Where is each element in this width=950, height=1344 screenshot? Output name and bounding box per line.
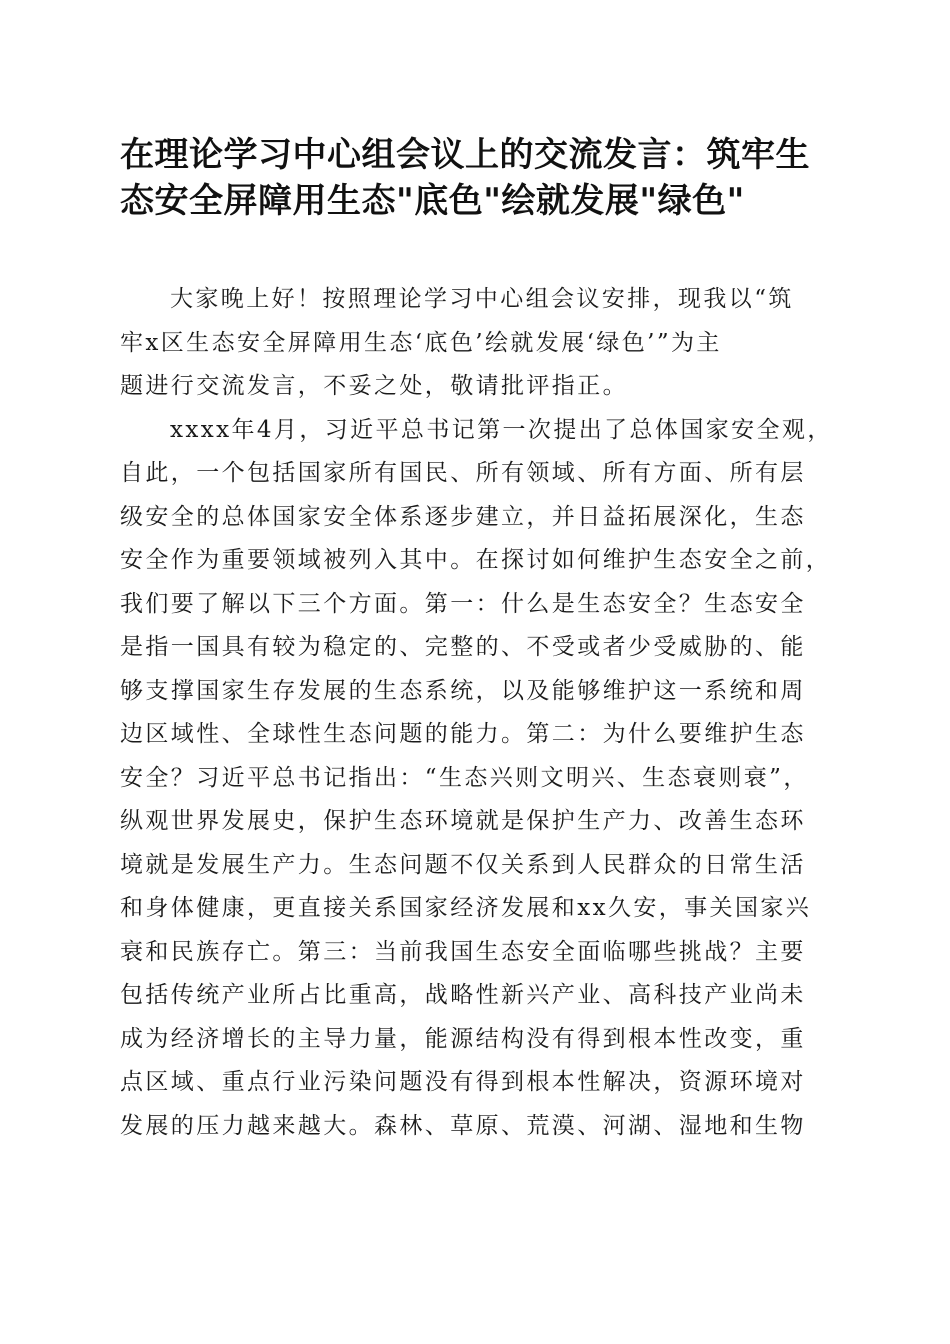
text-line: 境就是发展生产力。生态问题不仅关系到人民群众的日常生活 <box>120 851 806 878</box>
text-line: 边区域性、全球性生态问题的能力。第二：为什么要维护生态 <box>120 721 806 747</box>
text-line: 发展的压力越来越大。森林、草原、荒漠、河湖、湿地和生物 <box>120 1112 806 1139</box>
text-line: 纵观世界发展史，保护生态环境就是保护生产力、改善生态环 <box>120 808 806 834</box>
text-line: 衰和民族存亡。第三：当前我国生态安全面临哪些挑战？主要 <box>120 938 806 965</box>
text-line: 够支撑国家生存发展的生态系统，以及能够维护这一系统和周 <box>120 677 806 704</box>
text-line: 牢x区生态安全屏障用生态‘底色’绘就发展‘绿色’”为主 <box>120 329 722 356</box>
text-line: 级安全的总体国家安全体系逐步建立，并日益拓展深化，生态 <box>120 503 806 530</box>
document-title <box>120 132 840 224</box>
text-line: 题进行交流发言，不妥之处，敬请批评指正。 <box>120 373 628 399</box>
text-line: 安全作为重要领域被列入其中。在探讨如何维护生态安全之前， <box>120 547 832 573</box>
text-line: 安全？习近平总书记指出：“生态兴则文明兴、生态衰则衰”， <box>120 764 809 791</box>
paragraph-ecological-security <box>120 409 832 1149</box>
text-line: 包括传统产业所占比重高，战略性新兴产业、高科技产业尚未 <box>120 982 806 1008</box>
text-line: 是指一国具有较为稳定的、完整的、不受或者少受威胁的、能 <box>120 634 806 660</box>
text-line: 点区域、重点行业污染问题没有得到根本性解决，资源环境对 <box>120 1069 806 1095</box>
title-line: 态安全屏障用生态"底色"绘就发展"绿色" <box>120 181 745 221</box>
text-line: 和身体健康，更直接关系国家经济发展和xx久安，事关国家兴 <box>120 895 812 921</box>
text-line: 自此，一个包括国家所有国民、所有领域、所有方面、所有层 <box>120 460 806 486</box>
paragraph-greeting <box>120 278 832 409</box>
document-body <box>120 278 832 1148</box>
text-line: 我们要了解以下三个方面。第一：什么是生态安全？生态安全 <box>120 590 806 617</box>
text-line: 大家晚上好！按照理论学习中心组会议安排，现我以“筑 <box>170 286 794 312</box>
title-line: 在理论学习中心组会议上的交流发言：筑牢生 <box>120 135 810 175</box>
text-line: 成为经济增长的主导力量，能源结构没有得到根本性改变，重 <box>120 1025 806 1052</box>
text-line: xxxx年4月，习近平总书记第一次提出了总体国家安全观， <box>170 416 833 443</box>
